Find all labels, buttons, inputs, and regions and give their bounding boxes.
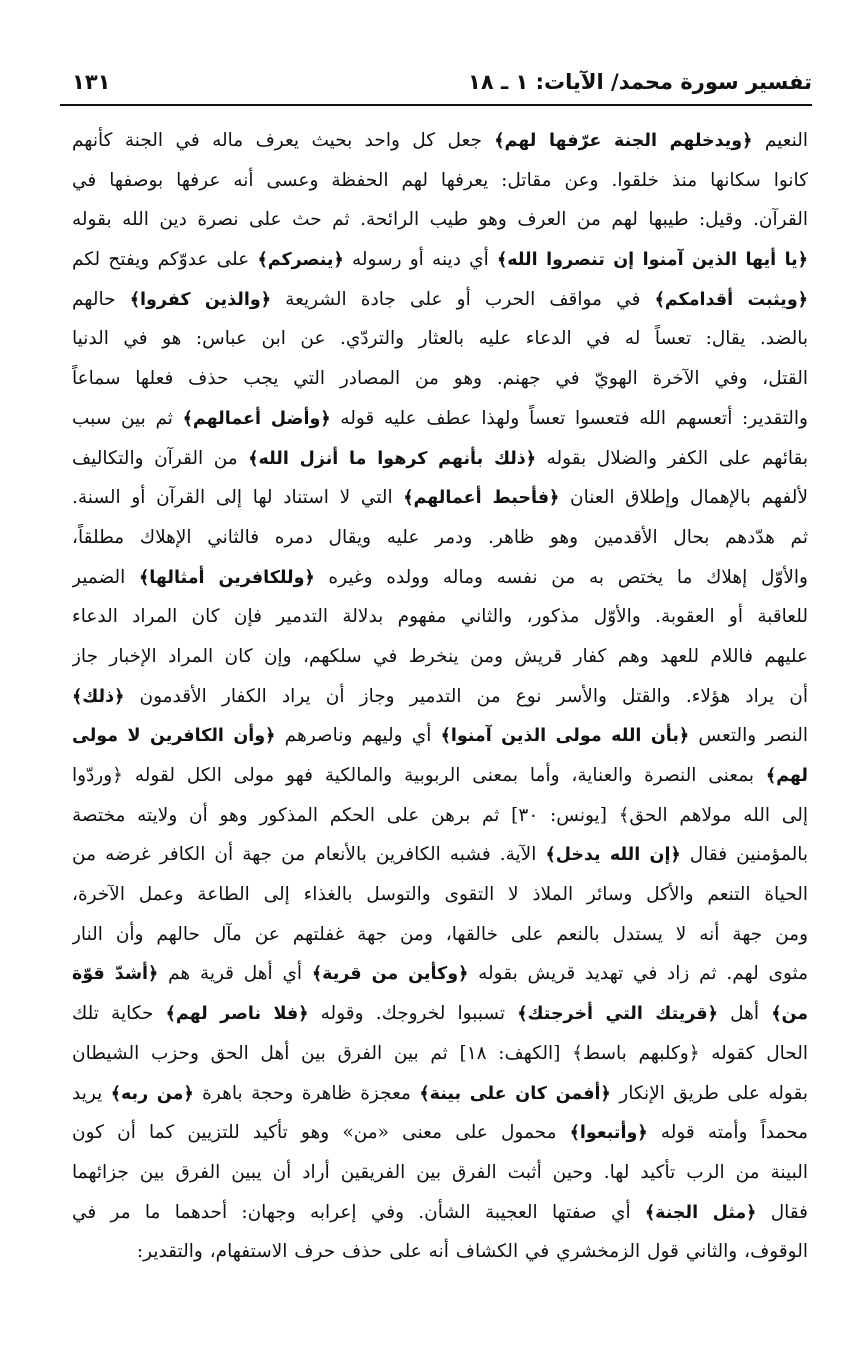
text-segment: يريد — [72, 1082, 111, 1104]
text-segment: تسببوا لخروجك. وقوله — [308, 1003, 518, 1025]
text-segment: والأوّل إهلاك ما يختص به من نفسه وماله وولده وغيره — [314, 566, 808, 588]
text-segment: من القرآن والتكاليف — [72, 447, 249, 469]
text-segment: والتقدير: أتعسهم الله فتعسوا تعساً ولهذا عطف عليه قوله — [330, 407, 808, 429]
text-line — [72, 280, 808, 320]
text-segment: التي لا استناد لها إلى القرآن أو السنة. — [72, 487, 404, 509]
text-segment: محمداً وأمته قوله — [647, 1122, 808, 1144]
text-line — [72, 954, 808, 994]
text-segment: بالمؤمنين فقال — [680, 844, 808, 866]
quran-quote: ﴿ويثبت أقدامكم﴾ — [654, 289, 808, 310]
quran-quote: ﴿إن الله يدخل﴾ — [545, 845, 681, 866]
text-segment: ثم بين سبب — [72, 407, 183, 429]
text-segment: أي صفتها العجيبة الشأن. وفي إعرابه وجهان: أحدهما ما مر في — [72, 1201, 645, 1223]
quran-quote: ﴿ينصركم﴾ — [257, 250, 344, 271]
text-segment: للعاقبة أو العقوبة. والأوّل مذكور، والثاني مفهوم بدلالة التدمير فإن كان المراد الدعاء — [72, 606, 808, 628]
quran-quote: ﴿أشدّ قوّة — [72, 964, 159, 985]
text-line — [72, 875, 808, 915]
text-line — [72, 161, 808, 201]
quran-quote: ﴿وللكافرين أمثالها﴾ — [139, 567, 315, 588]
text-segment: جعل كل واحد بحيث يعرف ماله في الجنة كأنهم — [72, 130, 495, 151]
text-line — [72, 439, 808, 479]
text-segment: بالضد. يقال: تعساً له في الدعاء عليه بالعثار والتردّي. عن ابن عباس: هو في الدنيا — [72, 328, 808, 350]
quran-quote: ﴿وأضل أعمالهم﴾ — [182, 408, 331, 429]
running-title: تفسير سورة محمد/ الآيات: ١ ـ ١٨ — [468, 70, 812, 94]
text-segment: الضمير — [72, 566, 140, 588]
quran-quote: ﴿أفمن كان على بينة﴾ — [419, 1083, 611, 1104]
quran-quote: ﴿والذين كفروا﴾ — [129, 289, 271, 310]
quran-quote: ﴿فأحبط أعمالهم﴾ — [403, 488, 560, 509]
quran-quote: ﴿ذلك﴾ — [72, 686, 125, 707]
text-line — [72, 1074, 808, 1114]
text-segment: ومن جهة أنه لا يستدل بالنعم على خالقها، ومن جهة غفلتهم عن مآل حالهم وأن النار — [72, 923, 808, 945]
page-number: ١٣١ — [72, 70, 111, 94]
text-segment: إلى الله مولاهم الحق﴾ [يونس: ٣٠] ثم برهن على الحكم المذكور وهو أن ولايته مختصة — [72, 804, 808, 826]
quran-quote: من﴾ — [771, 1004, 808, 1025]
text-line — [72, 716, 808, 756]
quran-quote: ﴿يا أيها الذين آمنوا إن تنصروا الله﴾ — [497, 250, 808, 271]
text-line — [72, 319, 808, 359]
text-segment: كانوا سكانها منذ خلقوا. وعن مقاتل: يعرفها لهم الحفظة وعسى أنه عرفها بوصفها في — [72, 169, 808, 191]
text-segment: أهل — [717, 1003, 772, 1025]
text-line — [72, 677, 808, 717]
text-segment: الحياة التنعم والأكل وسائر الملاذ لا التقوى والتوسل بالغذاء إلى الطاعة وعمل الآخرة، — [72, 884, 808, 906]
quran-quote: ﴿وأن الكافرين لا مولى — [72, 726, 276, 747]
text-segment: معجزة ظاهرة وحجة باهرة — [193, 1082, 420, 1104]
text-segment: حالهم — [72, 288, 130, 310]
text-line — [72, 1232, 808, 1272]
quran-quote: ﴿ويدخلهم الجنة عرّفها لهم﴾ — [494, 131, 753, 151]
text-line — [72, 597, 808, 637]
text-segment: أي وليهم وناصرهم — [275, 725, 441, 747]
text-line — [72, 1113, 808, 1153]
text-segment: النصر والتعس — [689, 725, 808, 747]
text-segment: أي دينه أو رسوله — [343, 249, 498, 271]
text-line — [72, 399, 808, 439]
text-line — [72, 915, 808, 955]
text-line — [72, 518, 808, 558]
text-segment: القتل، وفي الآخرة الهويّ في جهنم. وهو من المصادر التي يجب حذف فعلها سماعاً — [72, 368, 808, 390]
text-line — [72, 835, 808, 875]
text-line — [72, 756, 808, 796]
text-line — [72, 1034, 808, 1074]
text-segment: لألفهم بالإهمال وإطلاق العنان — [559, 487, 808, 509]
text-line — [72, 1153, 808, 1193]
text-line — [72, 240, 808, 280]
text-line — [72, 200, 808, 240]
text-segment: النعيم — [752, 130, 808, 151]
text-line — [72, 994, 808, 1034]
text-segment: أن يراد هؤلاء. والقتل والأسر نوع من التدمير وجاز أن يراد الكفار الأقدمون — [124, 685, 808, 707]
text-segment: الآية. فشبه الكافرين بالأنعام من جهة أن الكافر غرضه من — [72, 844, 546, 866]
text-segment: بقائهم على الكفر والضلال بقوله — [536, 447, 808, 469]
quran-quote: ﴿من ربه﴾ — [110, 1083, 194, 1104]
running-header — [60, 66, 812, 100]
quran-quote: ﴿وكأين من قرية﴾ — [311, 964, 469, 985]
quran-quote: ﴿ذلك بأنهم كرهوا ما أنزل الله﴾ — [248, 448, 537, 469]
text-segment: القرآن. وقيل: طيبها لهم من العرف وهو طيب الرائحة. ثم حث على نصرة دين الله بقوله — [72, 209, 808, 231]
text-segment: عليهم فاللام للعهد وهم كفار قريش ومن ينخرط في سلكهم، وإن كان المراد الإخبار جاز — [72, 645, 808, 667]
text-segment: فقال — [756, 1201, 808, 1223]
quran-quote: ﴿وأتبعوا﴾ — [569, 1123, 648, 1144]
text-line — [72, 558, 808, 598]
text-segment: البينة من الرب تأكيد لها. وحين أثبت الفرق بين الفريقين أراد أن يبين الفرق بين جزائهما — [72, 1161, 808, 1183]
text-segment: الوقوف، والثاني قول الزمخشري في الكشاف أنه على حذف حرف الاستفهام، والتقدير: — [136, 1241, 808, 1263]
body-text — [72, 121, 808, 1272]
text-line — [72, 478, 808, 518]
quran-quote: لهم﴾ — [765, 766, 808, 786]
text-line — [72, 1193, 808, 1233]
text-segment: حكاية تلك — [72, 1003, 166, 1025]
text-line — [72, 637, 808, 677]
quran-quote: ﴿مثل الجنة﴾ — [644, 1202, 757, 1223]
text-segment: في مواقف الحرب أو على جادة الشريعة — [271, 288, 655, 310]
header-rule — [60, 104, 812, 106]
text-segment: الحال كقوله ﴿وكلبهم باسط﴾ [الكهف: ١٨] ثم بين الفرق بين أهل الحق وحزب الشيطان — [72, 1042, 808, 1064]
text-segment: بمعنى النصرة والعناية، وأما بمعنى الربوبية والمالكية فهو مولى الكل لقوله ﴿وردّوا — [72, 765, 766, 786]
text-line — [72, 796, 808, 836]
text-segment: ثم هدّدهم بحال الأقدمين وهو ظاهر. ودمر عليه ويقال دمره فالثاني الإهلاك مطلقاً، — [72, 526, 808, 548]
text-segment: محمول على معنى «من» وهو تأكيد للتزيين كما أن كون — [72, 1122, 570, 1144]
text-segment: أي أهل قرية هم — [158, 963, 312, 985]
text-line — [72, 121, 808, 161]
quran-quote: ﴿بأن الله مولى الذين آمنوا﴾ — [440, 726, 690, 747]
text-line — [72, 359, 808, 399]
text-segment: بقوله على طريق الإنكار — [610, 1082, 808, 1104]
quran-quote: ﴿فلا ناصر لهم﴾ — [165, 1004, 309, 1025]
quran-quote: ﴿قريتك التي أخرجتك﴾ — [517, 1004, 718, 1025]
text-segment: مثوى لهم. ثم زاد في تهديد قريش بقوله — [468, 963, 808, 985]
text-segment: على عدوّكم ويفتح لكم — [72, 249, 258, 271]
